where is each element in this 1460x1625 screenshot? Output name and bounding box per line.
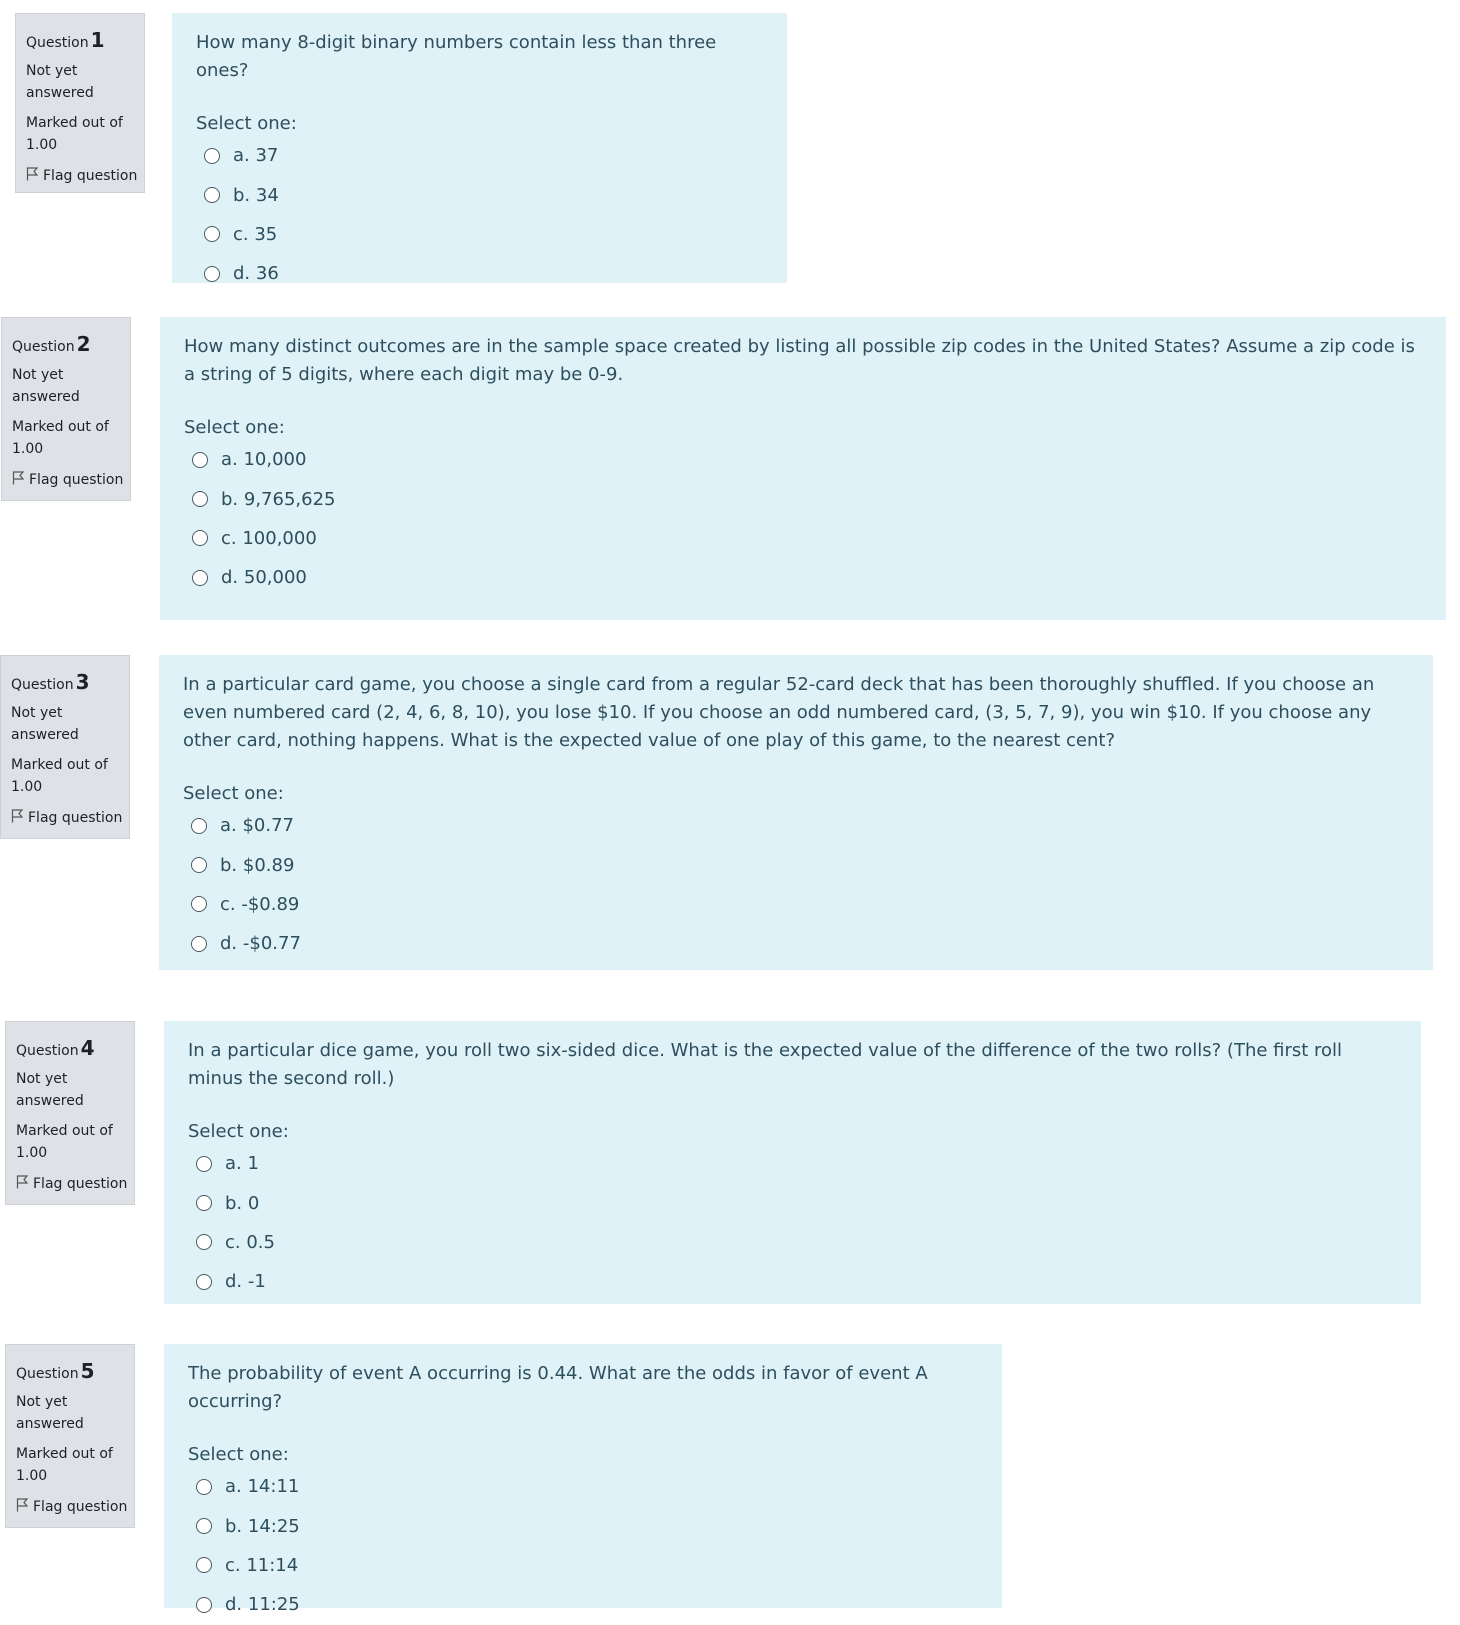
answer-option[interactable] — [188, 1506, 978, 1545]
question-content — [164, 1344, 1002, 1616]
question-info-panel — [0, 655, 130, 839]
answer-label: c. -$0.89 — [220, 893, 300, 915]
question-number: Question 2 — [12, 332, 91, 356]
question-content — [164, 1021, 1421, 1304]
answer-list — [184, 440, 1422, 598]
radio-button[interactable] — [196, 1234, 212, 1250]
answer-option[interactable] — [188, 1585, 978, 1624]
radio-button[interactable] — [204, 187, 220, 203]
answer-label: d. 36 — [233, 263, 279, 285]
radio-button[interactable] — [196, 1518, 212, 1534]
flag-question-button[interactable]: Flag question — [16, 1497, 124, 1517]
answer-option[interactable] — [196, 215, 763, 254]
answer-label: b. 14:25 — [225, 1515, 300, 1537]
answer-label: c. 0.5 — [225, 1231, 275, 1253]
answer-list — [188, 1467, 978, 1625]
question-number: Question 4 — [16, 1036, 95, 1060]
answer-label: a. 1 — [225, 1153, 259, 1175]
question-content — [172, 13, 787, 283]
question-state: Not yet answered — [16, 1394, 84, 1432]
radio-button[interactable] — [204, 226, 220, 242]
radio-button[interactable] — [196, 1557, 212, 1573]
question-number: Question 1 — [26, 28, 105, 52]
radio-button[interactable] — [196, 1156, 212, 1172]
question-text: How many distinct outcomes are in the sample space created by listing all possible zip codes in the United States? Assume a zip code is a string of 5 digits, where each digit may be 0-9. — [184, 336, 1415, 385]
radio-button[interactable] — [192, 570, 208, 586]
question-info-panel — [15, 13, 145, 193]
question-grade: Marked out of 1.00 — [16, 1123, 113, 1161]
question-grade: Marked out of 1.00 — [11, 757, 108, 795]
answer-option[interactable] — [196, 175, 763, 214]
flag-question-button[interactable]: Flag question — [26, 166, 134, 186]
question-number: Question 3 — [11, 670, 90, 694]
question-state: Not yet answered — [16, 1071, 84, 1109]
question-info-panel — [1, 317, 131, 501]
question-state: Not yet answered — [11, 705, 79, 743]
question-text: The probability of event A occurring is 0.44. What are the odds in favor of event A occurring? — [188, 1363, 928, 1412]
radio-button[interactable] — [191, 857, 207, 873]
radio-button[interactable] — [204, 266, 220, 282]
question-grade: Marked out of 1.00 — [12, 419, 109, 457]
flag-question-button[interactable]: Flag question — [11, 808, 119, 828]
question-grade: Marked out of 1.00 — [16, 1446, 113, 1484]
answer-option[interactable] — [188, 1183, 1397, 1222]
answer-option[interactable] — [183, 845, 1409, 884]
answer-option[interactable] — [188, 1262, 1397, 1301]
question-info-panel — [5, 1344, 135, 1528]
answer-option[interactable] — [188, 1144, 1397, 1183]
radio-button[interactable] — [192, 530, 208, 546]
select-one-prompt: Select one: — [184, 417, 285, 438]
answer-label: d. -1 — [225, 1271, 266, 1293]
select-one-prompt: Select one: — [183, 783, 284, 804]
flag-icon — [26, 167, 38, 181]
radio-button[interactable] — [196, 1597, 212, 1613]
answer-option[interactable] — [183, 924, 1409, 963]
answer-label: c. 100,000 — [221, 527, 317, 549]
answer-label: b. 9,765,625 — [221, 488, 336, 510]
radio-button[interactable] — [191, 818, 207, 834]
answer-option[interactable] — [188, 1546, 978, 1585]
radio-button[interactable] — [192, 491, 208, 507]
answer-label: b. 34 — [233, 184, 279, 206]
answer-label: a. 37 — [233, 145, 279, 167]
answer-label: d. 50,000 — [221, 567, 307, 589]
answer-option[interactable] — [196, 136, 763, 175]
question-state: Not yet answered — [26, 63, 94, 101]
flag-icon — [12, 471, 24, 485]
flag-question-button[interactable]: Flag question — [12, 470, 120, 490]
select-one-prompt: Select one: — [196, 113, 297, 134]
radio-button[interactable] — [191, 896, 207, 912]
answer-label: a. $0.77 — [220, 815, 295, 837]
question-grade: Marked out of 1.00 — [26, 115, 123, 153]
select-one-prompt: Select one: — [188, 1121, 289, 1142]
question-text: In a particular dice game, you roll two six-sided dice. What is the expected value of the difference of the two rolls? (The first roll minus the second roll.) — [188, 1040, 1343, 1089]
flag-icon — [16, 1498, 28, 1512]
answer-label: a. 10,000 — [221, 449, 307, 471]
answer-list — [183, 806, 1409, 964]
answer-option[interactable] — [184, 479, 1422, 518]
answer-option[interactable] — [184, 519, 1422, 558]
answer-label: c. 11:14 — [225, 1554, 299, 1576]
answer-option[interactable] — [183, 806, 1409, 845]
answer-label: b. 0 — [225, 1192, 260, 1214]
answer-label: b. $0.89 — [220, 854, 295, 876]
question-content — [160, 317, 1446, 620]
answer-list — [196, 136, 763, 294]
answer-list — [188, 1144, 1397, 1302]
flag-icon — [11, 809, 23, 823]
question-number: Question 5 — [16, 1359, 95, 1383]
answer-option[interactable] — [196, 254, 763, 293]
answer-option[interactable] — [184, 440, 1422, 479]
radio-button[interactable] — [192, 452, 208, 468]
answer-label: c. 35 — [233, 223, 278, 245]
answer-label: a. 14:11 — [225, 1476, 300, 1498]
flag-question-button[interactable]: Flag question — [16, 1174, 124, 1194]
question-info-panel — [5, 1021, 135, 1205]
question-text: How many 8-digit binary numbers contain less than three ones? — [196, 32, 717, 81]
answer-option[interactable] — [188, 1223, 1397, 1262]
answer-option[interactable] — [183, 885, 1409, 924]
radio-button[interactable] — [191, 936, 207, 952]
answer-label: d. -$0.77 — [220, 933, 301, 955]
answer-option[interactable] — [188, 1467, 978, 1506]
radio-button[interactable] — [196, 1479, 212, 1495]
question-content — [159, 655, 1433, 970]
answer-option[interactable] — [184, 558, 1422, 597]
flag-icon — [16, 1175, 28, 1189]
radio-button[interactable] — [204, 148, 220, 164]
radio-button[interactable] — [196, 1274, 212, 1290]
select-one-prompt: Select one: — [188, 1444, 289, 1465]
radio-button[interactable] — [196, 1195, 212, 1211]
question-state: Not yet answered — [12, 367, 80, 405]
question-text: In a particular card game, you choose a single card from a regular 52-card deck that has been thoroughly shuffled. If you choose an even numbered card (2, 4, 6, 8, 10), you lose $10. If you choose an odd numbered card, (3, 5, 7, 9), you win $10. If you choose any other card, nothing happens. What is the expected value of one play of this game, to the nearest cent? — [183, 674, 1375, 751]
answer-label: d. 11:25 — [225, 1594, 300, 1616]
